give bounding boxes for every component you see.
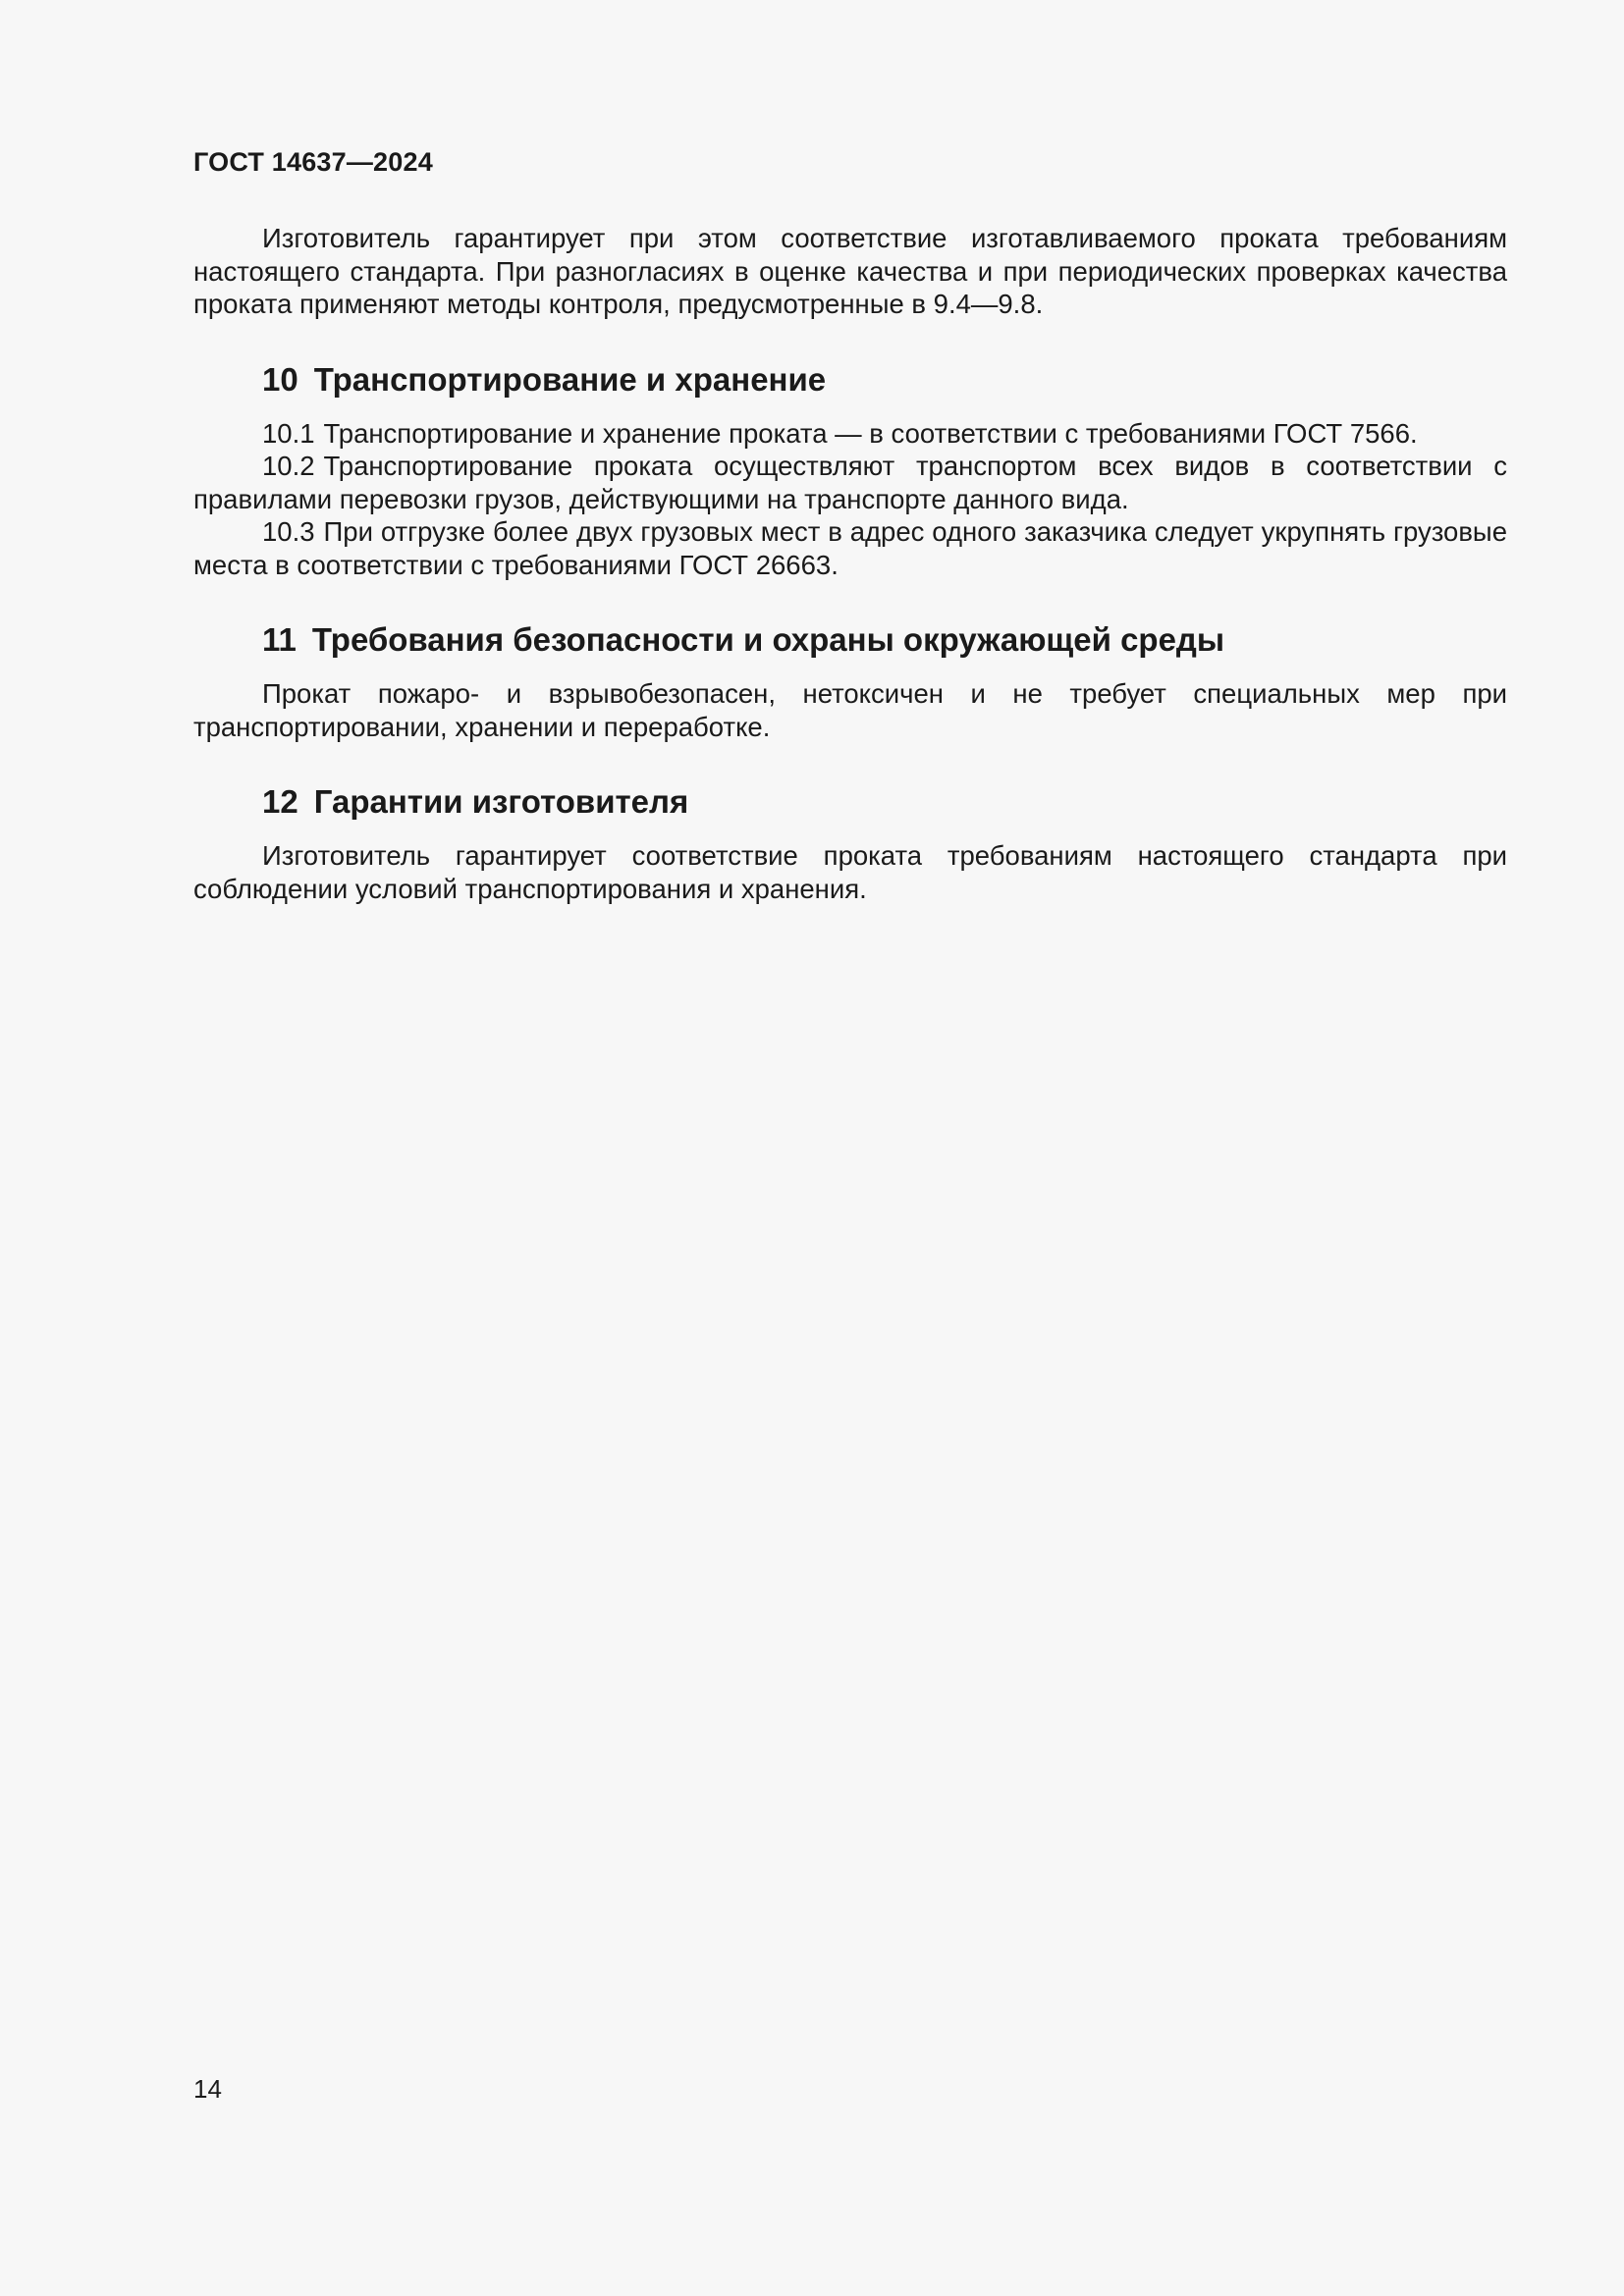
- page-number: 14: [193, 2074, 222, 2104]
- section-12-paragraph: Изготовитель гарантирует соответствие проката требованиям настоящего стандарта при соблюдении условий транспортирования и хранения.: [193, 840, 1507, 904]
- clause-text: Транспортирование и хранение проката — в соответствии с требованиями ГОСТ 7566.: [323, 417, 1418, 449]
- document-code: ГОСТ 14637—2024: [193, 147, 433, 177]
- section-11-heading: [193, 620, 1507, 660]
- section-number: 11: [262, 621, 297, 658]
- section-10-heading: [193, 360, 1507, 400]
- clause-text: При отгрузке более двух грузовых мест в адрес одного заказчика следует укрупнять грузовые места в соответствии с требованиями ГОСТ 26663.: [193, 516, 1507, 580]
- section-title: Гарантии изготовителя: [313, 783, 689, 820]
- clause-10-1: [193, 417, 1507, 451]
- section-title: Требования безопасности и охраны окружающей среды: [311, 621, 1225, 658]
- clause-text: Транспортирование проката осуществляют транспортом всех видов в соответствии с правилами перевозки грузов, действующими на транспорте данного вида.: [193, 451, 1507, 514]
- section-number: 12: [262, 783, 298, 820]
- clause-number: 10.2: [262, 451, 315, 481]
- intro-paragraph: Изготовитель гарантирует при этом соответствие изготавливаемого проката требованиям настоящего стандарта. При разногласиях в оценке качества и при периодических проверках качества проката применяют методы контроля, предусмотренные в 9.4—9.8.: [193, 223, 1507, 319]
- clause-number: 10.3: [262, 516, 315, 547]
- section-11-paragraph: Прокат пожаро- и взрывобезопасен, нетоксичен и не требует специальных мер при транспортировании, хранении и переработке.: [193, 678, 1507, 742]
- section-title: Транспортирование и хранение: [313, 360, 827, 398]
- section-12-heading: [193, 782, 1507, 822]
- clause-10-3: [193, 515, 1507, 581]
- section-number: 10: [262, 360, 298, 398]
- clause-number: 10.1: [262, 417, 315, 449]
- clause-10-2: [193, 450, 1507, 515]
- document-body: [193, 222, 1507, 905]
